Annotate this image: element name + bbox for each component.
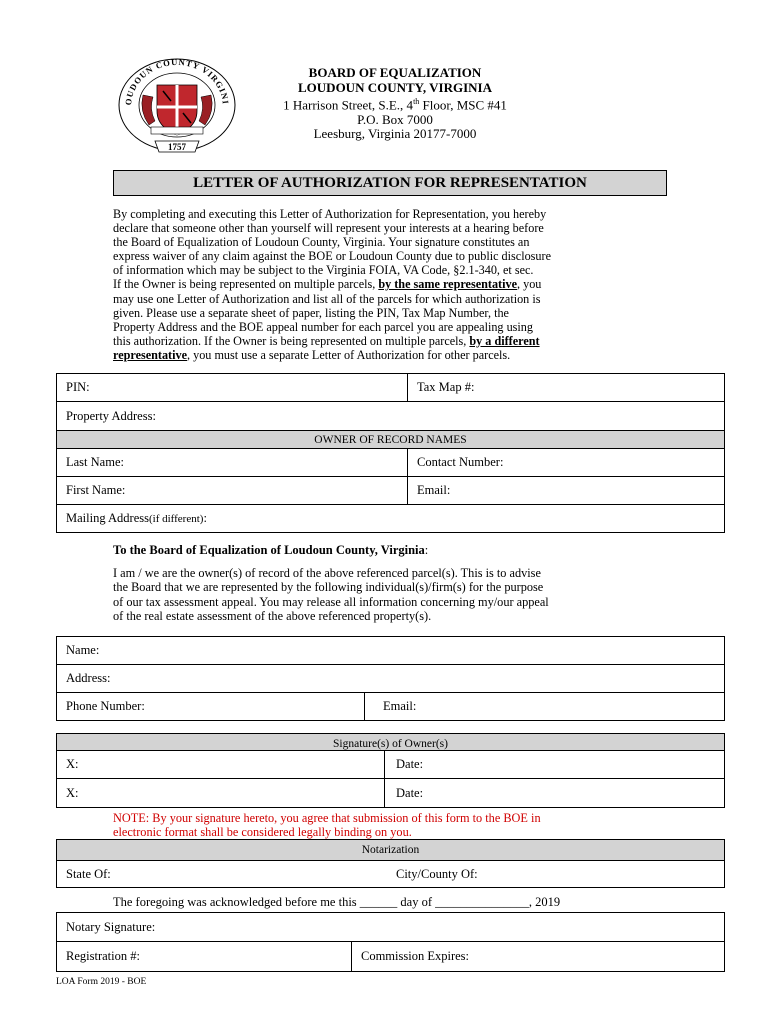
street-address: 1 Harrison Street, S.E., 4th Floor, MSC #41 — [283, 97, 507, 113]
authorization-paragraph: I am / we are the owner(s) of record of the above referenced parcel(s). This is to advise the Board that we are represented by the following individual(s)/firm(s) for the purpose of our tax assessment appeal. You may release all information concerning my/our appeal of the real estate assessment of the above referenced property(s). — [113, 566, 549, 623]
letterhead — [250, 66, 540, 142]
notary-signature-field[interactable]: Notary Signature: — [66, 919, 156, 934]
signature-date-2[interactable]: Date: — [384, 779, 724, 807]
rep-email-field[interactable]: Email: — [364, 693, 724, 720]
board-name: BOARD OF EQUALIZATION — [308, 65, 482, 80]
rep-address-field[interactable]: Address: — [66, 671, 111, 685]
legal-note: NOTE: By your signature hereto, you agree that submission of this form to the BOE in electronic format shall be considered legally binding on you. — [113, 811, 541, 839]
contact-number-field[interactable]: Contact Number: — [407, 449, 724, 476]
notarization-header: Notarization — [361, 844, 420, 856]
notary-signature-table — [56, 912, 725, 972]
seal-year: 1757 — [168, 142, 186, 152]
notarization-table — [56, 839, 725, 888]
seal-ring-text: OUDOUN COUNTY VIRGINI — [122, 56, 231, 106]
county-name: LOUDOUN COUNTY, VIRGINIA — [298, 79, 492, 95]
owner-signature-1[interactable]: X: — [66, 757, 79, 771]
acknowledgement-line[interactable]: The foregoing was acknowledged before me this ______ day of _______________, 2019 — [113, 895, 561, 909]
owner-signature-2[interactable]: X: — [66, 785, 79, 800]
county-seal — [113, 55, 241, 155]
form-footer: LOA Form 2019 - BOE — [56, 977, 147, 987]
signature-header: Signature(s) of Owner(s) — [333, 738, 448, 750]
owner-signature-table — [56, 733, 725, 808]
commission-expires-field[interactable]: Commission Expires: — [351, 942, 724, 971]
signature-date-1[interactable]: Date: — [384, 751, 724, 778]
city-county-field[interactable]: City/County Of: — [396, 866, 478, 881]
property-owner-table — [56, 373, 725, 533]
state-of-field[interactable]: State Of: — [66, 866, 111, 881]
po-box: P.O. Box 7000 — [357, 111, 433, 127]
salutation: To the Board of Equalization of Loudoun County, Virginia: — [113, 543, 429, 557]
form-title: LETTER OF AUTHORIZATION FOR REPRESENTATION — [113, 170, 667, 196]
last-name-field[interactable]: Last Name: — [66, 455, 124, 469]
rep-name-field[interactable]: Name: — [66, 643, 100, 657]
owner-email-field[interactable]: Email: — [407, 477, 724, 504]
rep-phone-field[interactable]: Phone Number: — [66, 699, 145, 713]
pin-field[interactable]: PIN: — [66, 380, 90, 394]
representative-table — [56, 636, 725, 721]
property-address-field[interactable]: Property Address: — [66, 408, 156, 423]
tax-map-field[interactable]: Tax Map #: — [407, 374, 724, 401]
first-name-field[interactable]: First Name: — [66, 483, 126, 497]
city-state-zip: Leesburg, Virginia 20177-7000 — [313, 126, 477, 142]
registration-number-field[interactable]: Registration #: — [66, 949, 140, 963]
mailing-address-field[interactable]: Mailing Address (if different) : — [66, 511, 207, 525]
intro-paragraph: By completing and executing this Letter of Authorization for Representation, you hereby declare that someone other than yourself will represent your interests at a hearing before the Board of Equalization of Loudoun County, Virginia. Your signature constitutes an express waiver of any claim against the BOE or Loudoun County due to public disclosure of information which may be subject to the Virginia FOIA, VA Code, §2.1-340, et sec. If the Owner is being represented on multiple parcels, by the same representative, you may use one Letter of Authorization and list all of the parcels for which authorization is given. Please use a separate sheet of paper, listing the PIN, Tax Map Number, the Property Address and the BOE appeal number for each parcel you are appealing using this authorization. If the Owner is being represented on multiple parcels, by a different representative, you must use a separate Letter of Authorization for other parcels. — [113, 207, 551, 362]
owner-of-record-header: OWNER OF RECORD NAMES — [314, 433, 467, 446]
